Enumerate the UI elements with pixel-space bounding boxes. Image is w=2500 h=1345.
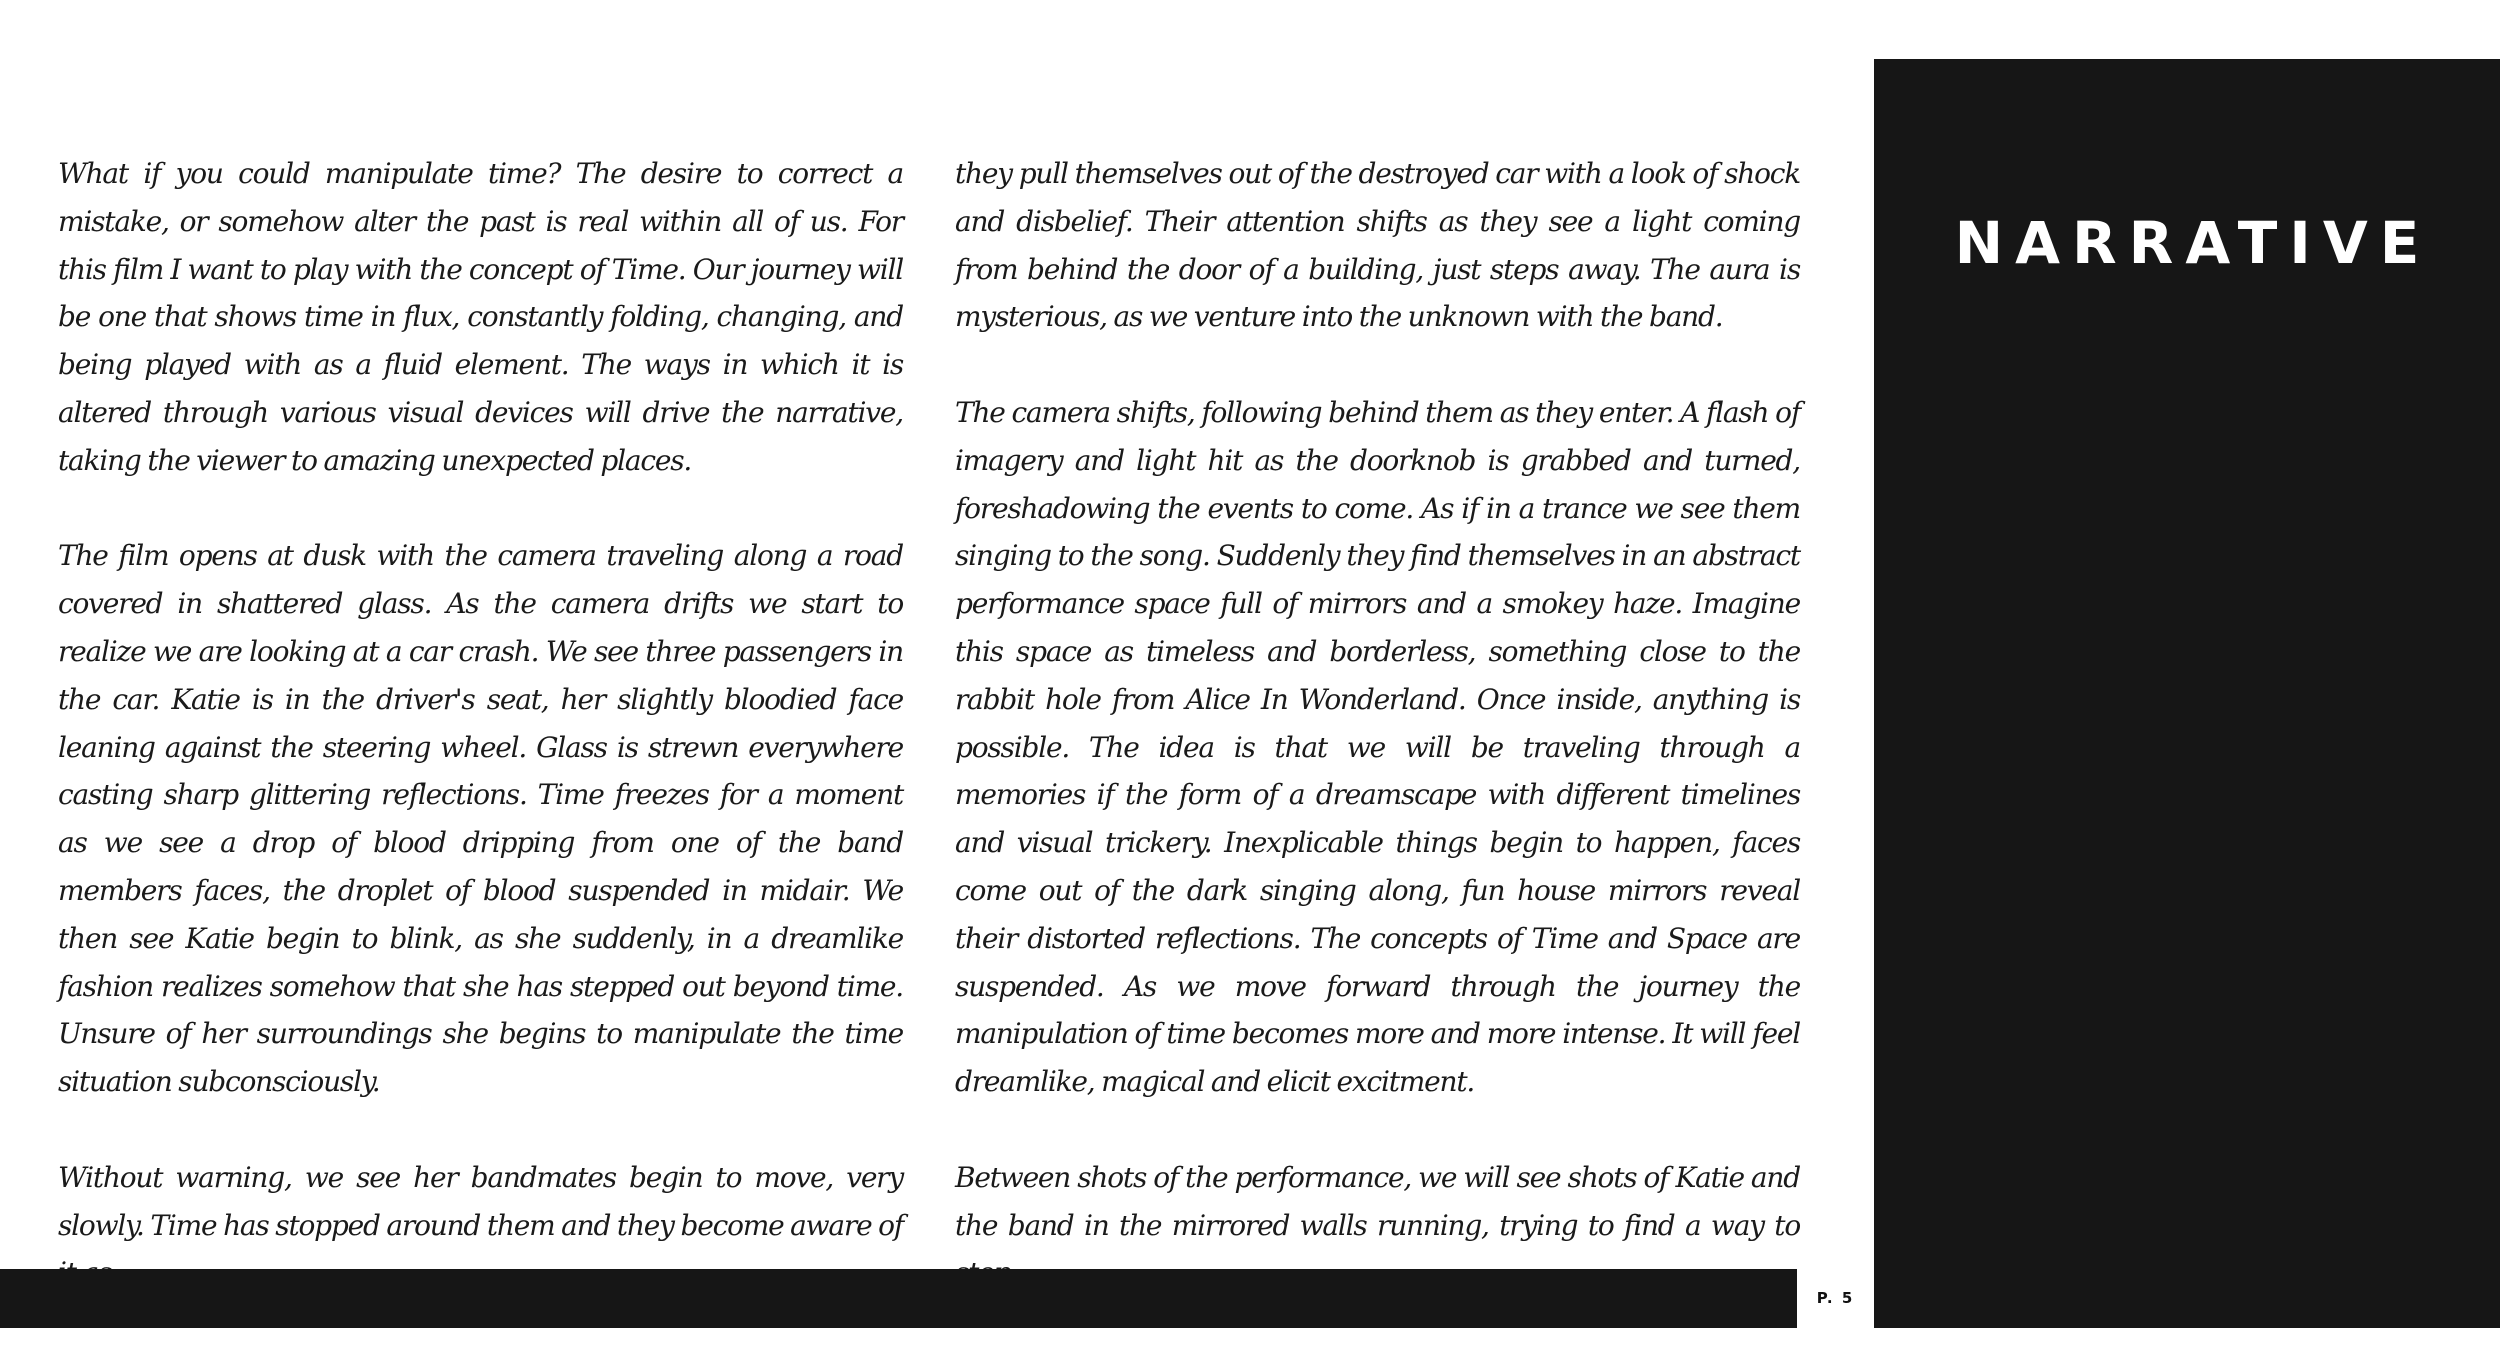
page-number: P. 5 [1816,1289,1855,1307]
left-text-column [58,150,903,1345]
paragraph: The camera shifts, following behind them as they enter. A flash of imagery and light hit as the doorknob is grabbed and turned, foreshadowing the events to come. As if in a trance we see them singing to the song. Suddenly they find themselves in an abstract performance space full of mirrors and a smokey haze. Imagine this space as timeless and borderless, something close to the rabbit hole from Alice In Wonderland. Once inside, anything is possible. The idea is that we will be traveling through a memories if the form of a dreamscape with different timelines and visual trickery. Inexplicable things begin to happen, faces come out of the dark singing along, fun house mirrors reveal their distorted reflections. The concepts of Time and Space are suspended. As we move forward through the journey the manipulation of time becomes more and more intense. It will feel dreamlike, magical and elicit excitment. [955,395,1800,1099]
paragraph: Without warning, we see her bandmates begin to move, very slowly. Time has stopped around them and they become aware of [58,1160,903,1242]
paragraph: they pull themselves out of the destroyed car with a look of shock and disbelief. Their attention shifts as they see a light coming from behind the door of a building, just steps away. The aura is mysterious, as we venture into the unknown with the band. [955,157,1800,334]
right-text-column [955,150,1800,1345]
paragraph: Between shots of the performance, we will see shots of Katie and the band in the mirrored walls running, trying to find a way to [955,1160,1800,1242]
footer-bar [0,1269,1797,1328]
paragraph: The film opens at dusk with the camera traveling along a road covered in shattered glass. As the camera drifts we start to realize we are looking at a car crash. We see three passengers in the car. Katie is in the driver's seat, her slightly bloodied face leaning against the steering wheel. Glass is strewn everywhere casting sharp glittering reflections. Time freezes for a moment as we see a drop of blood dripping from one of the band members faces, the droplet of blood suspended in midair. We then see Katie begin to blink, as she suddenly, in a dreamlike fashion realizes somehow that she has stepped out beyond time. Unsure of her surroundings she begins to manipulate the time situation subconsciously. [58,539,903,1099]
section-title: NARRATIVE [1954,209,2432,277]
paragraph: What if you could manipulate time? The desire to correct a mistake, or somehow alter the past is real within all of us. For this film I want to play with the concept of Time. Our journey will be one that shows time in flux, constantly folding, changing, and being played with as a fluid element. The ways in which it is altered through various visual devices will drive the narrative, taking the viewer to amazing unexpected places. [58,157,903,477]
title-panel [1874,59,2500,1328]
